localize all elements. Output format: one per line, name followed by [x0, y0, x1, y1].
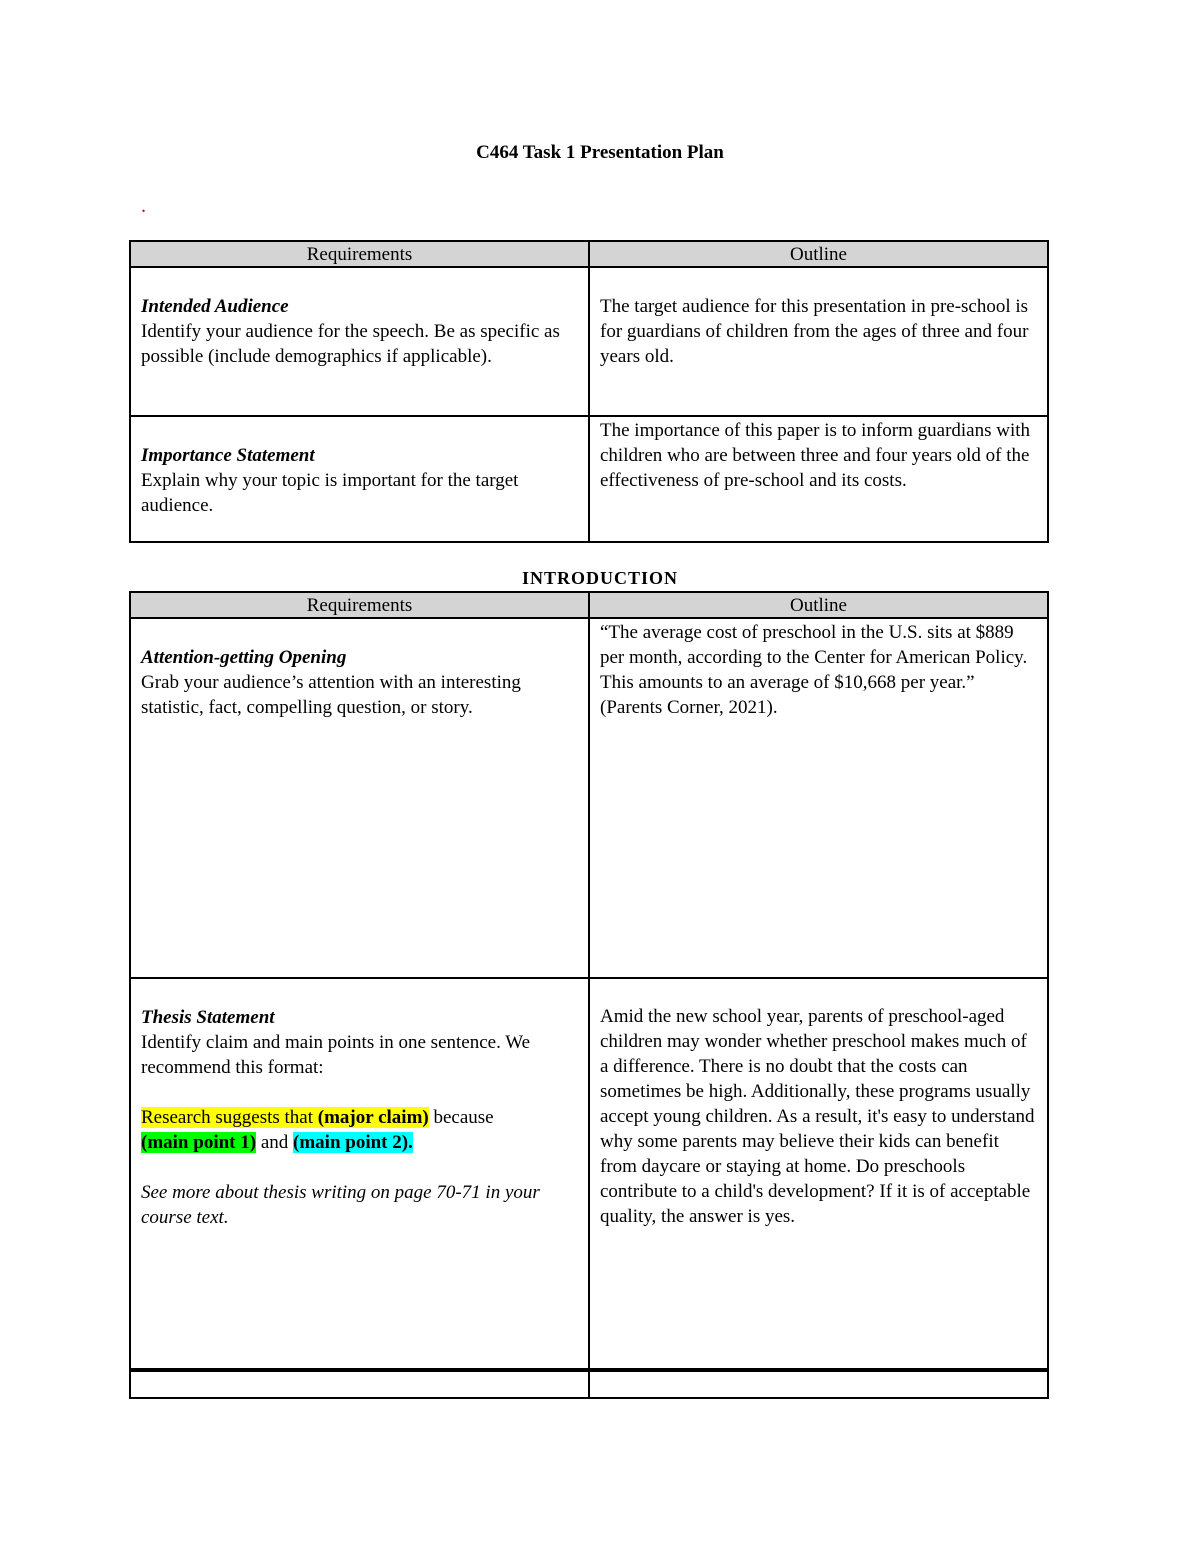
outline-text: The importance of this paper is to inform guardians with children who are between three and four years old of the effectiveness of pre-school and its costs. [600, 420, 1031, 491]
table-header-row [130, 592, 1048, 618]
requirement-title: Importance Statement [141, 445, 315, 466]
main-point-1: (main point 1) [141, 1132, 257, 1153]
requirement-text: Grab your audience’s attention with an interesting statistic, fact, compelling question, or story. [141, 672, 521, 718]
thesis-format [141, 1107, 494, 1153]
requirement-text: Identify your audience for the speech. Be as specific as possible (include demographics if applicable). [141, 321, 560, 367]
requirement-title: Attention-getting Opening [141, 647, 347, 668]
header-requirements: Requirements [130, 241, 589, 267]
red-marker: . [141, 195, 146, 217]
table-header-row [130, 241, 1048, 267]
table-row [130, 267, 1048, 416]
spacer [141, 1080, 578, 1105]
requirement-cell [130, 978, 589, 1369]
main-point-2: (main point 2). [293, 1132, 413, 1153]
introduction-heading: INTRODUCTION [521, 568, 679, 588]
spacer [141, 1155, 578, 1180]
major-claim: (major claim) [317, 1107, 429, 1128]
header-outline: Outline [589, 592, 1048, 618]
outline-cell [589, 416, 1048, 542]
outline-text: Amid the new school year, parents of preschool-aged children may wonder whether preschool makes much of a difference. There is no doubt that the costs can sometimes be high. Additionally, these programs usually accept young children. As a result, it's easy to understand why some parents may believe their kids can benefit from daycare or staying at home. Do preschools contribute to a child's development? If it is of acceptable quality, the answer is yes. [600, 1006, 1035, 1227]
format-lead: Research suggests that [141, 1107, 318, 1128]
audience-table [129, 240, 1049, 543]
thesis-note: See more about thesis writing on page 70-71 in your course text. [141, 1182, 540, 1228]
document-title: C464 Task 1 Presentation Plan [476, 142, 724, 163]
outline-cell [589, 618, 1048, 978]
outline-cell [589, 267, 1048, 416]
empty-cell [589, 1371, 1048, 1398]
continuation-table [129, 1370, 1049, 1399]
requirement-title: Intended Audience [141, 296, 289, 317]
requirement-cell [130, 618, 589, 978]
requirement-cell [130, 267, 589, 416]
header-requirements: Requirements [130, 592, 589, 618]
outline-text: “The average cost of preschool in the U.S. sits at $889 per month, according to the Center for American Policy. This amounts to an average of $10,668 per year.” (Parents Corner, 2021). [600, 622, 1028, 718]
outline-text: The target audience for this presentation in pre-school is for guardians of children from the ages of three and four years old. [600, 296, 1029, 367]
format-because: because [428, 1107, 494, 1128]
requirement-cell [130, 416, 589, 542]
introduction-table [129, 591, 1049, 1370]
table-row [130, 618, 1048, 978]
empty-cell [130, 1371, 589, 1398]
table-row [130, 978, 1048, 1369]
table-row [130, 1371, 1048, 1398]
header-outline: Outline [589, 241, 1048, 267]
requirement-text: Identify claim and main points in one sentence. We recommend this format: [141, 1032, 531, 1078]
format-and: and [256, 1132, 294, 1153]
table-row [130, 416, 1048, 542]
outline-cell [589, 978, 1048, 1369]
requirement-title: Thesis Statement [141, 1007, 275, 1028]
requirement-text: Explain why your topic is important for the target audience. [141, 470, 519, 516]
